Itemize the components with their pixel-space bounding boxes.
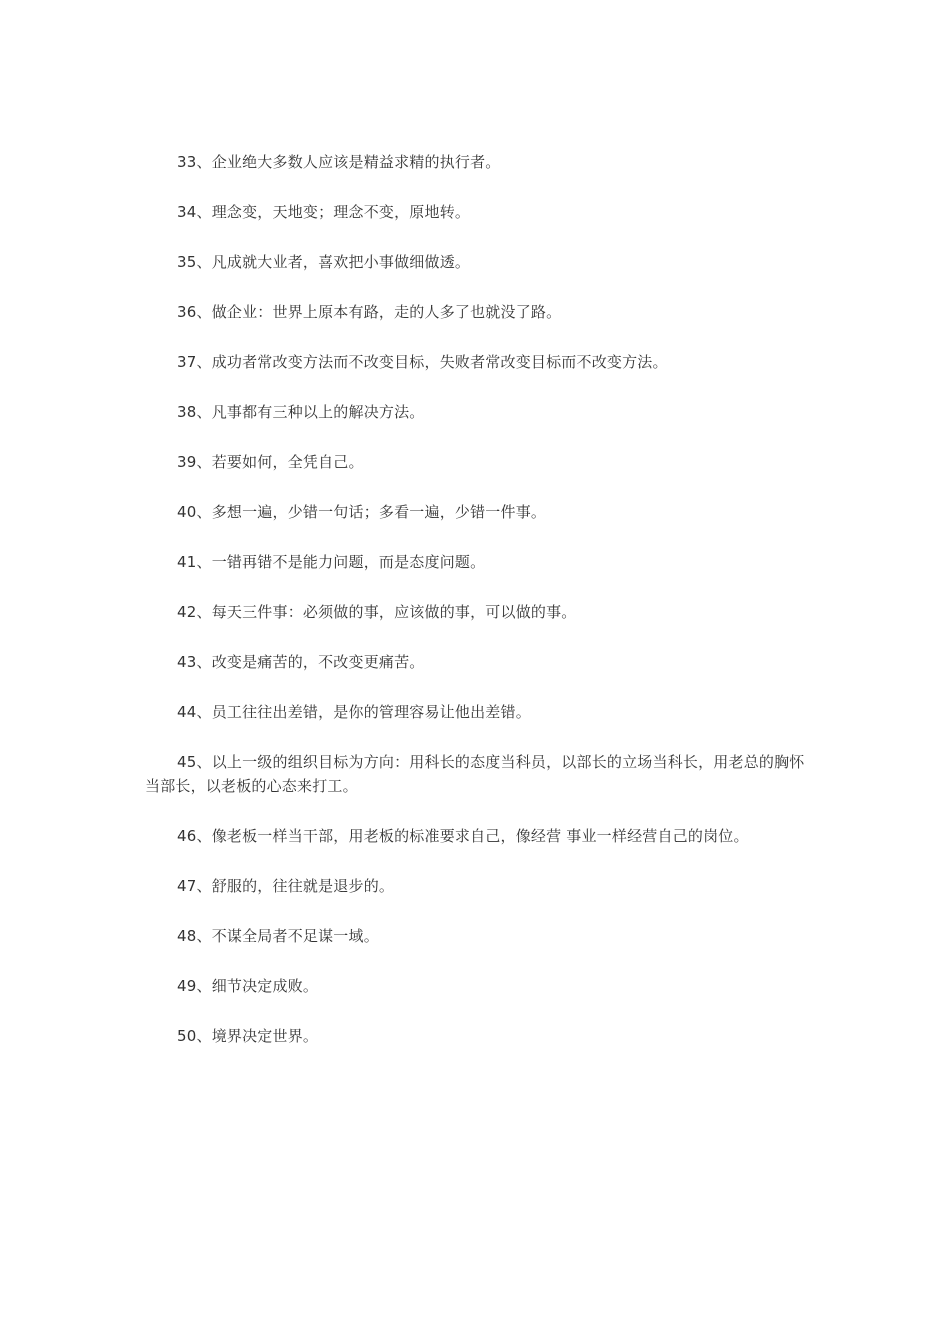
item-number: 33 [177, 153, 197, 171]
item-text: 成功者常改变方法而不改变目标，失败者常改变目标而不改变方法。 [211, 353, 668, 371]
item-text: 不谋全局者不足谋一域。 [211, 927, 379, 945]
item-text: 多想一遍，少错一句话；多看一遍，少错一件事。 [211, 503, 547, 521]
list-item [145, 350, 810, 374]
item-number: 34 [177, 203, 197, 221]
item-text: 企业绝大多数人应该是精益求精的执行者。 [211, 153, 501, 171]
item-separator: 、 [196, 827, 212, 845]
item-number: 48 [177, 927, 197, 945]
item-separator: 、 [196, 753, 212, 771]
item-number: 44 [177, 703, 197, 721]
item-number: 42 [177, 603, 197, 621]
item-number: 45 [177, 753, 197, 771]
item-number: 39 [177, 453, 197, 471]
item-number: 43 [177, 653, 197, 671]
item-number: 38 [177, 403, 197, 421]
list-item [145, 924, 810, 948]
item-separator: 、 [196, 653, 212, 671]
list-item [145, 500, 810, 524]
item-separator: 、 [196, 253, 212, 271]
item-separator: 、 [196, 153, 212, 171]
list-item [145, 250, 810, 274]
list-item [145, 1024, 810, 1048]
item-separator: 、 [196, 877, 212, 895]
item-text: 细节决定成败。 [211, 977, 319, 995]
list-item [145, 974, 810, 998]
item-separator: 、 [196, 303, 212, 321]
item-text: 员工往往出差错，是你的管理容易让他出差错。 [211, 703, 531, 721]
item-separator: 、 [196, 553, 212, 571]
item-separator: 、 [196, 977, 212, 995]
item-number: 50 [177, 1027, 197, 1045]
list-item [145, 550, 810, 574]
item-number: 36 [177, 303, 197, 321]
list-item [145, 400, 810, 424]
list-item [145, 600, 810, 624]
item-text: 凡成就大业者，喜欢把小事做细做透。 [211, 253, 471, 271]
item-separator: 、 [196, 927, 212, 945]
item-separator: 、 [196, 1027, 212, 1045]
list-item [145, 450, 810, 474]
item-separator: 、 [196, 453, 212, 471]
item-text: 理念变，天地变；理念不变，原地转。 [211, 203, 471, 221]
item-separator: 、 [196, 203, 212, 221]
item-text: 以上一级的组织目标为方向：用科长的态度当科员，以部长的立场当科长，用老总的胸怀当部长，以老板的心态来打工。 [145, 753, 805, 795]
item-separator: 、 [196, 353, 212, 371]
item-separator: 、 [196, 503, 212, 521]
item-number: 47 [177, 877, 197, 895]
item-number: 40 [177, 503, 197, 521]
list-item [145, 750, 810, 798]
list-item [145, 874, 810, 898]
item-number: 35 [177, 253, 197, 271]
item-number: 49 [177, 977, 197, 995]
item-text: 一错再错不是能力问题，而是态度问题。 [211, 553, 486, 571]
item-number: 46 [177, 827, 197, 845]
document-body [145, 150, 810, 1074]
item-separator: 、 [196, 603, 212, 621]
item-text: 做企业：世界上原本有路，走的人多了也就没了路。 [211, 303, 562, 321]
item-text: 像老板一样当干部，用老板的标准要求自己，像经营 事业一样经营自己的岗位。 [211, 827, 749, 845]
item-text: 境界决定世界。 [211, 1027, 319, 1045]
list-item [145, 150, 810, 174]
list-item [145, 300, 810, 324]
list-item [145, 700, 810, 724]
item-text: 改变是痛苦的，不改变更痛苦。 [211, 653, 425, 671]
item-separator: 、 [196, 403, 212, 421]
list-item [145, 200, 810, 224]
list-item [145, 650, 810, 674]
list-item [145, 824, 810, 848]
item-number: 37 [177, 353, 197, 371]
item-text: 若要如何，全凭自己。 [211, 453, 364, 471]
item-separator: 、 [196, 703, 212, 721]
item-text: 凡事都有三种以上的解决方法。 [211, 403, 425, 421]
item-text: 每天三件事：必须做的事，应该做的事，可以做的事。 [211, 603, 577, 621]
item-text: 舒服的，往往就是退步的。 [211, 877, 395, 895]
item-number: 41 [177, 553, 197, 571]
